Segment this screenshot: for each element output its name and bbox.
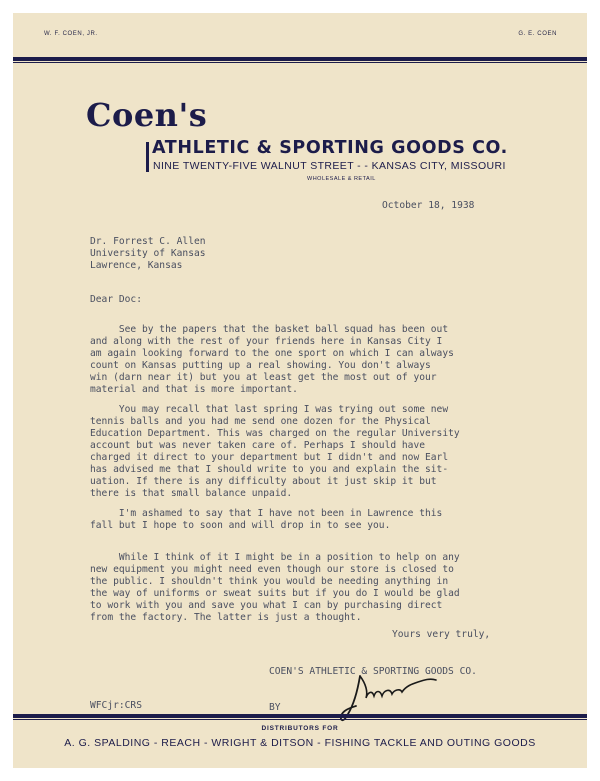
company-logo: Coen's (86, 96, 208, 134)
closing: Yours very truly, (392, 629, 491, 640)
header-rule (13, 57, 587, 61)
signature-block: COEN'S ATHLETIC & SPORTING GOODS CO. (269, 666, 477, 677)
recipient-address: Dr. Forrest C. Allen University of Kansas Lawrence, Kansas (90, 236, 206, 271)
company-address: NINE TWENTY-FIVE WALNUT STREET - - KANSAS CITY, MISSOURI (153, 160, 506, 172)
distributors-title: DISTRIBUTORS FOR (261, 725, 339, 732)
body-paragraph-3: I'm ashamed to say that I have not been in Lawrence this fall but I hope to soon and will drop in to see you. (90, 508, 443, 531)
footer-rule (13, 714, 587, 718)
body-paragraph-4: While I think of it I might be in a position to help on any new equipment you might need even though our store is closed to the public. I shouldn't think you would be needing anything in the way of uniforms or sweat suits but if you do I would be glad to work with you and save you what I can by purchasing direct from the factory. The latter is just a thought. (90, 552, 460, 623)
tagline: WHOLESALE & RETAIL (307, 176, 376, 182)
company-name: ATHLETIC & SPORTING GOODS CO. (152, 138, 508, 158)
letter-date: October 18, 1938 (382, 200, 475, 211)
partner-name-right: G. E. COEN (518, 31, 557, 37)
by-label: BY (269, 702, 281, 713)
distributors-list: A. G. SPALDING - REACH - WRIGHT & DITSON - FISHING TACKLE AND OUTING GOODS (64, 737, 536, 749)
partner-name-left: W. F. COEN, JR. (44, 31, 98, 37)
logo-bar (146, 142, 149, 172)
body-paragraph-2: You may recall that last spring I was trying out some new tennis balls and you had me send one dozen for the Physical Education Department. This was charged on the regular University account but was never taken care of. Perhaps I should have charged it direct to your department but I didn't and now Earl has advised me that I should write to you and explain the sit- uation. If there is any difficulty about it just skip it but there is that small balance unpaid. (90, 404, 460, 499)
typist-initials: WFCjr:CRS (90, 700, 142, 711)
footer-rule-thin (13, 719, 587, 720)
header-rule-thin (13, 62, 587, 63)
salutation: Dear Doc: (90, 294, 142, 305)
body-paragraph-1: See by the papers that the basket ball squad has been out and along with the rest of your friends here in Kansas City I am again looking forward to the one sport on which I can always count on Kansas putting up a real showing. You don't always win (darn near it) but you at least get the most out of your material and that is more important. (90, 324, 454, 395)
